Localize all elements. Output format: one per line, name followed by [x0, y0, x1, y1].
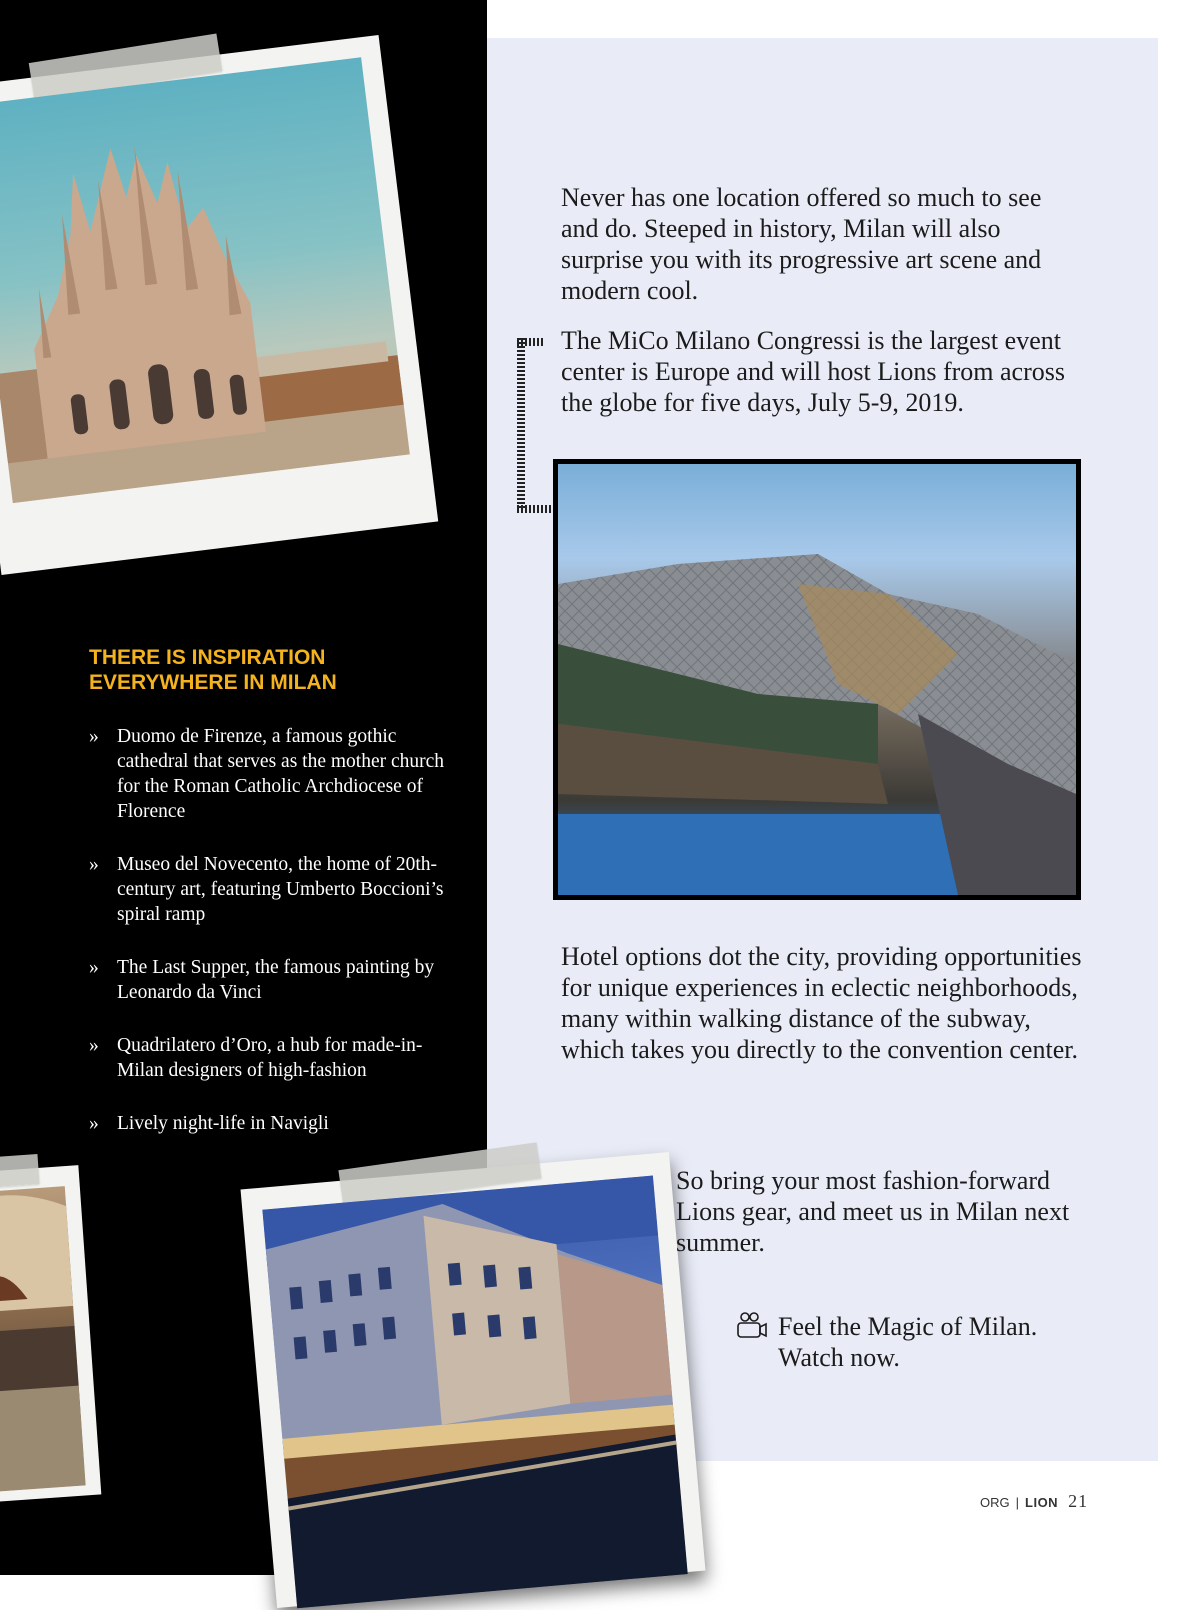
cta-line-1[interactable]: Feel the Magic of Milan.: [778, 1312, 1038, 1341]
navigli-photo: [262, 1176, 687, 1609]
last-supper-illustration: [0, 1186, 86, 1494]
footer-site: ORG: [980, 1495, 1010, 1510]
duomo-polaroid: [0, 35, 438, 575]
mico-paragraph: The MiCo Milano Congressi is the largest event center is Europe and will host Lions from across the globe for five days, July 5-9, 2019.: [561, 326, 1065, 417]
bullet-marker: »: [89, 1035, 99, 1056]
sidebar-headline: THERE IS INSPIRATION EVERYWHERE IN MILAN: [89, 646, 337, 694]
list-item-text: The Last Supper, the famous painting by Leonardo da Vinci: [117, 957, 435, 1003]
page-number: 21: [1068, 1491, 1089, 1511]
hotel-paragraph: Hotel options dot the city, providing opportunities for unique experiences in eclectic neighborhoods, many within walking distance of the subway, which takes you directly to the convention center.: [561, 942, 1082, 1064]
page-footer: [980, 1491, 1088, 1512]
inspiration-list: [89, 724, 459, 1164]
list-item-text: Duomo de Firenze, a famous gothic cathedral that serves as the mother church for the Roman Catholic Archdiocese of Florence: [117, 726, 445, 822]
footer-magazine: LION: [1025, 1495, 1059, 1510]
list-item: [89, 852, 459, 927]
duomo-illustration: [0, 57, 410, 503]
intro-paragraph: Never has one location offered so much to see and do. Steeped in history, Milan will also surprise you with its progressive art scene and modern cool.: [561, 183, 1042, 305]
list-item: [89, 1033, 459, 1083]
list-item-text: Lively night-life in Navigli: [117, 1113, 329, 1134]
list-item-text: Museo del Novecento, the home of 20th-century art, featuring Umberto Boccioni’s spiral ramp: [117, 854, 444, 925]
tape-strip: [0, 1154, 40, 1190]
list-item-text: Quadrilatero d’Oro, a hub for made-in-Milan designers of high-fashion: [117, 1035, 423, 1081]
duomo-photo: [0, 57, 410, 503]
bullet-marker: »: [89, 1113, 99, 1134]
ruler-decoration: [517, 338, 525, 510]
list-item: [89, 955, 459, 1005]
bullet-marker: »: [89, 957, 99, 978]
watch-video-link[interactable]: [736, 1311, 1037, 1373]
video-camera-icon: [736, 1311, 768, 1346]
navigli-illustration: [262, 1176, 687, 1609]
cta-text[interactable]: [778, 1311, 1037, 1373]
closing-paragraph: So bring your most fashion-forward Lions gear, and meet us in Milan next summer.: [676, 1166, 1070, 1257]
list-item: [89, 1111, 459, 1136]
footer-separator: |: [1015, 1495, 1020, 1510]
cta-line-2[interactable]: Watch now.: [778, 1343, 900, 1372]
list-item: [89, 724, 459, 824]
navigli-polaroid: [241, 1152, 706, 1608]
mico-building-photo: [553, 459, 1081, 900]
bullet-marker: »: [89, 854, 99, 875]
bullet-marker: »: [89, 726, 99, 747]
last-supper-photo: [0, 1186, 86, 1494]
mico-illustration: [558, 464, 1076, 895]
